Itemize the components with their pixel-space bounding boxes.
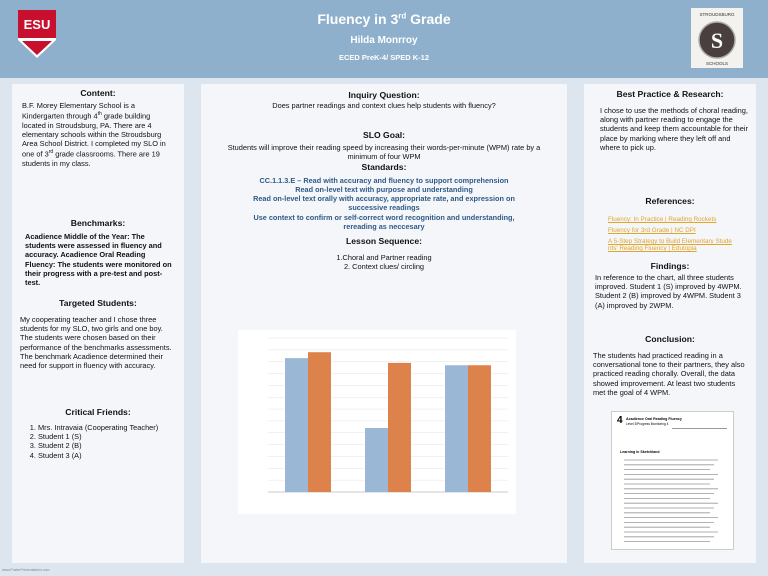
chart-bar-posttest xyxy=(388,363,411,492)
poster-header xyxy=(0,0,768,78)
worksheet-score-box xyxy=(672,428,727,447)
svg-text:S: S xyxy=(710,28,724,53)
poster-title: Fluency in 3rd Grade xyxy=(317,11,451,27)
svg-text:ESU: ESU xyxy=(23,17,51,32)
worksheet-subtitle: Level 3/Progress Monitoring 4 xyxy=(626,422,669,426)
inquiry-text: Does partner readings and context clues help students with fluency? xyxy=(272,101,496,110)
content-text: B.F. Morey Elementary School is a Kindergarten through 4th grade building located in Stroudsburg, PA. There are 4 elementary schools within the Stroudsburg Area School District. I completed my SLO in one of 3rd grade classrooms. There are 19 students in my class. xyxy=(22,101,166,169)
benchmarks-text: Acadience Middle of the Year: The students were assessed in fluency and accuracy. Acadience Oral Reading Fluency: The students were monitored on their progress with a pre-test and post-test. xyxy=(25,232,172,288)
reference-link[interactable]: Fluency for 3rd Grade | NC DPI xyxy=(608,227,696,234)
footer-credit: www.PosterPresentations.com xyxy=(2,568,50,572)
chart-bar-pretest xyxy=(285,358,308,492)
inquiry-heading: Inquiry Question: xyxy=(348,90,420,100)
critical-item: 2. Student 1 (S) xyxy=(38,432,174,441)
standards-line: Use context to confirm or self-correct word recognition and understanding, rereading as neccesary xyxy=(253,213,515,231)
benchmarks-heading: Benchmarks: xyxy=(70,218,126,228)
standards-line: Read on-level text with purpose and understanding xyxy=(295,185,473,194)
chart-bar-posttest xyxy=(468,365,491,492)
author-name: Hilda Monrroy xyxy=(350,35,418,46)
best-practice-heading: Best Practice & Research: xyxy=(616,89,724,99)
standards-line: Read on-level text orally with accuracy, appropriate rate, and expression on successive readings xyxy=(253,194,515,212)
worksheet-section: Learning in Sketchland xyxy=(620,450,660,454)
stroudsburg-schools-logo xyxy=(691,8,743,68)
critical-item: 3. Student 2 (B) xyxy=(38,441,174,450)
worksheet-title: Acadience Oral Reading Fluency xyxy=(626,417,682,421)
conclusion-text: The students had practiced reading in a conversational tone to their partners, they also practiced reading chorally. Overall, the data showed improvement. At least two students met the goal of 4 WPM. xyxy=(593,351,745,397)
slo-text: Students will improve their reading speed by increasing their words-per-minute (WPM) rate by a minimum of four WPM xyxy=(227,143,541,162)
critical-list xyxy=(24,423,174,460)
wpm-bar-chart xyxy=(238,330,516,514)
worksheet-number: 4 xyxy=(617,415,623,426)
reference-link[interactable]: Fluency: In Practice | Reading Rockets xyxy=(608,216,717,223)
critical-item: 4. Student 3 (A) xyxy=(38,451,174,460)
slo-heading: SLO Goal: xyxy=(362,130,406,140)
oral-reading-worksheet-image xyxy=(611,411,734,550)
chart-bar-pretest xyxy=(365,428,388,492)
references-heading: References: xyxy=(645,196,695,206)
worksheet-text-lines xyxy=(618,456,728,546)
chart-bar-posttest xyxy=(308,352,331,492)
conclusion-heading: Conclusion: xyxy=(645,334,695,344)
content-heading: Content: xyxy=(80,88,116,98)
lesson-item: 2. Context clues/ circling xyxy=(343,262,425,271)
svg-text:SCHOOLS: SCHOOLS xyxy=(705,61,729,66)
reference-link[interactable]: A 5-Step Strategy to Build Elementary Stude xyxy=(608,238,732,245)
reference-link[interactable]: nts' Reading Fluency | Edutopia xyxy=(608,245,697,252)
lesson-item: 1.Choral and Partner reading xyxy=(336,253,432,262)
svg-text:STROUDSBURG: STROUDSBURG xyxy=(699,12,735,17)
critical-heading: Critical Friends: xyxy=(65,407,131,417)
standards-line: CC.1.1.3.E – Read with accuracy and fluency to support comprehension xyxy=(259,176,509,185)
standards-heading: Standards: xyxy=(361,162,407,172)
department: ECED PreK-4/ SPED K-12 xyxy=(338,53,430,62)
targeted-text: My cooperating teacher and I chose three students for my SLO, two girls and one boy. The students were chosen based on their performance of the benchmarks assessments. The benchmark Acadience determined their need for support in fluency with accuracy. xyxy=(20,315,172,371)
best-practice-text: I chose to use the methods of choral reading, along with partner reading to engage the students and keep them accountable for their place by marking where they left off and where to pick up. xyxy=(600,106,748,152)
findings-text: In reference to the chart, all three students improved. Student 1 (S) improved by 4WPM. Student 2 (B) improved by 4WPM. Student 3 (A) improved by 2WPM. xyxy=(595,273,742,310)
findings-heading: Findings: xyxy=(650,261,690,271)
critical-item: 1. Mrs. Intravaia (Cooperating Teacher) xyxy=(38,423,174,432)
targeted-heading: Targeted Students: xyxy=(59,298,137,308)
chart-bar-pretest xyxy=(445,365,468,492)
lesson-heading: Lesson Sequence: xyxy=(346,236,422,246)
